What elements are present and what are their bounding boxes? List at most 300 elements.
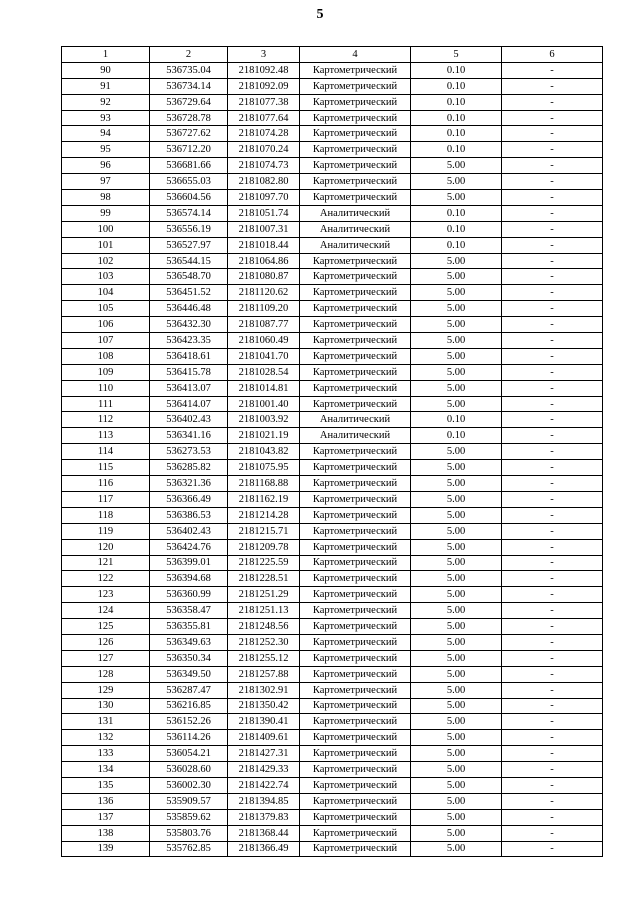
table-row [62,94,603,110]
x-coordinate-cell: 536414.07 [150,396,228,412]
point-number-cell: 137 [62,809,150,825]
method-cell: Аналитический [300,205,411,221]
x-coordinate-cell: 536424.76 [150,539,228,555]
method-cell: Картометрический [300,364,411,380]
accuracy-cell: 5.00 [411,666,502,682]
method-cell: Картометрический [300,380,411,396]
method-cell: Картометрический [300,746,411,762]
method-cell: Картометрический [300,666,411,682]
method-cell: Картометрический [300,460,411,476]
method-cell: Картометрический [300,78,411,94]
description-cell: - [502,301,603,317]
description-cell: - [502,158,603,174]
description-cell: - [502,603,603,619]
point-number-cell: 124 [62,603,150,619]
description-cell: - [502,444,603,460]
y-coordinate-cell: 2181001.40 [228,396,300,412]
point-number-cell: 119 [62,523,150,539]
accuracy-cell: 5.00 [411,158,502,174]
description-cell: - [502,317,603,333]
point-number-cell: 108 [62,348,150,364]
accuracy-cell: 5.00 [411,698,502,714]
method-cell: Картометрический [300,62,411,78]
table-row [62,555,603,571]
table-row [62,364,603,380]
table-row [62,317,603,333]
x-coordinate-cell: 536423.35 [150,333,228,349]
description-cell: - [502,333,603,349]
accuracy-cell: 5.00 [411,539,502,555]
accuracy-cell: 5.00 [411,841,502,857]
x-coordinate-cell: 536527.97 [150,237,228,253]
y-coordinate-cell: 2181168.88 [228,476,300,492]
table-row [62,78,603,94]
point-number-cell: 134 [62,762,150,778]
y-coordinate-cell: 2181302.91 [228,682,300,698]
method-cell: Аналитический [300,428,411,444]
x-coordinate-cell: 536399.01 [150,555,228,571]
x-coordinate-cell: 536349.50 [150,666,228,682]
point-number-cell: 93 [62,110,150,126]
column-header: 6 [502,47,603,63]
x-coordinate-cell: 536432.30 [150,317,228,333]
x-coordinate-cell: 536415.78 [150,364,228,380]
point-number-cell: 115 [62,460,150,476]
x-coordinate-cell: 536728.78 [150,110,228,126]
method-cell: Картометрический [300,762,411,778]
x-coordinate-cell: 535909.57 [150,793,228,809]
description-cell: - [502,78,603,94]
accuracy-cell: 5.00 [411,380,502,396]
method-cell: Картометрический [300,317,411,333]
point-number-cell: 91 [62,78,150,94]
point-number-cell: 136 [62,793,150,809]
point-number-cell: 112 [62,412,150,428]
table-row [62,825,603,841]
table-row [62,619,603,635]
method-cell: Картометрический [300,491,411,507]
method-cell: Картометрический [300,333,411,349]
method-cell: Картометрический [300,841,411,857]
x-coordinate-cell: 536394.68 [150,571,228,587]
description-cell: - [502,428,603,444]
description-cell: - [502,571,603,587]
y-coordinate-cell: 2181077.38 [228,94,300,110]
accuracy-cell: 5.00 [411,762,502,778]
accuracy-cell: 5.00 [411,650,502,666]
accuracy-cell: 5.00 [411,269,502,285]
y-coordinate-cell: 2181390.41 [228,714,300,730]
x-coordinate-cell: 536451.52 [150,285,228,301]
description-cell: - [502,110,603,126]
description-cell: - [502,650,603,666]
method-cell: Картометрический [300,269,411,285]
x-coordinate-cell: 536152.26 [150,714,228,730]
y-coordinate-cell: 2181003.92 [228,412,300,428]
description-cell: - [502,62,603,78]
accuracy-cell: 5.00 [411,809,502,825]
y-coordinate-cell: 2181251.29 [228,587,300,603]
accuracy-cell: 5.00 [411,523,502,539]
column-header: 1 [62,47,150,63]
method-cell: Картометрический [300,619,411,635]
accuracy-cell: 5.00 [411,317,502,333]
table-row [62,237,603,253]
method-cell: Картометрический [300,348,411,364]
table-row [62,62,603,78]
point-number-cell: 110 [62,380,150,396]
y-coordinate-cell: 2181379.83 [228,809,300,825]
method-cell: Картометрический [300,730,411,746]
point-number-cell: 90 [62,62,150,78]
description-cell: - [502,730,603,746]
y-coordinate-cell: 2181041.70 [228,348,300,364]
method-cell: Картометрический [300,301,411,317]
y-coordinate-cell: 2181087.77 [228,317,300,333]
table-row [62,491,603,507]
point-number-cell: 114 [62,444,150,460]
x-coordinate-cell: 536028.60 [150,762,228,778]
method-cell: Картометрический [300,476,411,492]
y-coordinate-cell: 2181394.85 [228,793,300,809]
accuracy-cell: 5.00 [411,364,502,380]
y-coordinate-cell: 2181228.51 [228,571,300,587]
table-row [62,348,603,364]
description-cell: - [502,364,603,380]
x-coordinate-cell: 536418.61 [150,348,228,364]
method-cell: Картометрический [300,571,411,587]
accuracy-cell: 5.00 [411,476,502,492]
point-number-cell: 127 [62,650,150,666]
description-cell: - [502,205,603,221]
method-cell: Картометрический [300,126,411,142]
description-cell: - [502,460,603,476]
point-number-cell: 113 [62,428,150,444]
y-coordinate-cell: 2181120.62 [228,285,300,301]
description-cell: - [502,619,603,635]
y-coordinate-cell: 2181074.28 [228,126,300,142]
point-number-cell: 107 [62,333,150,349]
description-cell: - [502,523,603,539]
x-coordinate-cell: 535859.62 [150,809,228,825]
y-coordinate-cell: 2181366.49 [228,841,300,857]
accuracy-cell: 0.10 [411,78,502,94]
table-row [62,746,603,762]
y-coordinate-cell: 2181350.42 [228,698,300,714]
table-row [62,793,603,809]
method-cell: Картометрический [300,793,411,809]
point-number-cell: 123 [62,587,150,603]
y-coordinate-cell: 2181109.20 [228,301,300,317]
description-cell: - [502,190,603,206]
table-row [62,221,603,237]
accuracy-cell: 0.10 [411,412,502,428]
x-coordinate-cell: 536355.81 [150,619,228,635]
method-cell: Картометрический [300,174,411,190]
coordinates-table [61,46,603,857]
accuracy-cell: 5.00 [411,301,502,317]
method-cell: Картометрический [300,539,411,555]
point-number-cell: 100 [62,221,150,237]
description-cell: - [502,142,603,158]
accuracy-cell: 5.00 [411,555,502,571]
x-coordinate-cell: 536349.63 [150,634,228,650]
table-row [62,634,603,650]
accuracy-cell: 0.10 [411,126,502,142]
point-number-cell: 139 [62,841,150,857]
point-number-cell: 117 [62,491,150,507]
y-coordinate-cell: 2181077.64 [228,110,300,126]
x-coordinate-cell: 536386.53 [150,507,228,523]
x-coordinate-cell: 536287.47 [150,682,228,698]
x-coordinate-cell: 536366.49 [150,491,228,507]
y-coordinate-cell: 2181251.13 [228,603,300,619]
y-coordinate-cell: 2181252.30 [228,634,300,650]
description-cell: - [502,94,603,110]
accuracy-cell: 0.10 [411,94,502,110]
point-number-cell: 94 [62,126,150,142]
x-coordinate-cell: 536114.26 [150,730,228,746]
point-number-cell: 92 [62,94,150,110]
method-cell: Картометрический [300,650,411,666]
table-row [62,380,603,396]
table-row [62,205,603,221]
accuracy-cell: 5.00 [411,460,502,476]
point-number-cell: 106 [62,317,150,333]
accuracy-cell: 5.00 [411,491,502,507]
table-row [62,777,603,793]
description-cell: - [502,809,603,825]
accuracy-cell: 5.00 [411,682,502,698]
point-number-cell: 116 [62,476,150,492]
method-cell: Картометрический [300,825,411,841]
x-coordinate-cell: 536341.16 [150,428,228,444]
x-coordinate-cell: 536556.19 [150,221,228,237]
description-cell: - [502,825,603,841]
y-coordinate-cell: 2181028.54 [228,364,300,380]
description-cell: - [502,285,603,301]
column-header: 2 [150,47,228,63]
description-cell: - [502,174,603,190]
point-number-cell: 103 [62,269,150,285]
y-coordinate-cell: 2181422.74 [228,777,300,793]
point-number-cell: 138 [62,825,150,841]
point-number-cell: 102 [62,253,150,269]
table-row [62,428,603,444]
point-number-cell: 111 [62,396,150,412]
y-coordinate-cell: 2181248.56 [228,619,300,635]
table-row [62,714,603,730]
table-row [62,682,603,698]
method-cell: Картометрический [300,158,411,174]
point-number-cell: 118 [62,507,150,523]
y-coordinate-cell: 2181060.49 [228,333,300,349]
table-row [62,666,603,682]
description-cell: - [502,253,603,269]
point-number-cell: 125 [62,619,150,635]
table-row [62,285,603,301]
accuracy-cell: 5.00 [411,174,502,190]
accuracy-cell: 5.00 [411,777,502,793]
description-cell: - [502,714,603,730]
x-coordinate-cell: 536273.53 [150,444,228,460]
table-row [62,762,603,778]
description-cell: - [502,762,603,778]
table-row [62,269,603,285]
y-coordinate-cell: 2181214.28 [228,507,300,523]
description-cell: - [502,793,603,809]
point-number-cell: 105 [62,301,150,317]
x-coordinate-cell: 536402.43 [150,412,228,428]
y-coordinate-cell: 2181225.59 [228,555,300,571]
table-row [62,841,603,857]
x-coordinate-cell: 536002.30 [150,777,228,793]
method-cell: Картометрический [300,603,411,619]
description-cell: - [502,412,603,428]
x-coordinate-cell: 536054.21 [150,746,228,762]
accuracy-cell: 5.00 [411,396,502,412]
method-cell: Аналитический [300,412,411,428]
method-cell: Картометрический [300,444,411,460]
accuracy-cell: 5.00 [411,285,502,301]
y-coordinate-cell: 2181368.44 [228,825,300,841]
x-coordinate-cell: 535762.85 [150,841,228,857]
y-coordinate-cell: 2181409.61 [228,730,300,746]
accuracy-cell: 0.10 [411,237,502,253]
y-coordinate-cell: 2181082.80 [228,174,300,190]
point-number-cell: 96 [62,158,150,174]
accuracy-cell: 5.00 [411,190,502,206]
method-cell: Картометрический [300,809,411,825]
accuracy-cell: 5.00 [411,444,502,460]
point-number-cell: 129 [62,682,150,698]
table-row [62,698,603,714]
x-coordinate-cell: 536574.14 [150,205,228,221]
table-row [62,809,603,825]
accuracy-cell: 5.00 [411,587,502,603]
description-cell: - [502,380,603,396]
accuracy-cell: 5.00 [411,333,502,349]
description-cell: - [502,539,603,555]
x-coordinate-cell: 536216.85 [150,698,228,714]
method-cell: Картометрический [300,142,411,158]
table-row [62,301,603,317]
method-cell: Картометрический [300,253,411,269]
x-coordinate-cell: 536446.48 [150,301,228,317]
table-row [62,412,603,428]
column-header: 5 [411,47,502,63]
accuracy-cell: 0.10 [411,110,502,126]
method-cell: Картометрический [300,190,411,206]
y-coordinate-cell: 2181162.19 [228,491,300,507]
x-coordinate-cell: 536285.82 [150,460,228,476]
table-header [62,47,603,63]
method-cell: Картометрический [300,507,411,523]
y-coordinate-cell: 2181043.82 [228,444,300,460]
accuracy-cell: 5.00 [411,730,502,746]
table-row [62,396,603,412]
description-cell: - [502,682,603,698]
description-cell: - [502,634,603,650]
table-row [62,603,603,619]
description-cell: - [502,841,603,857]
column-header: 4 [300,47,411,63]
accuracy-cell: 0.10 [411,221,502,237]
point-number-cell: 126 [62,634,150,650]
method-cell: Картометрический [300,555,411,571]
method-cell: Картометрический [300,523,411,539]
y-coordinate-cell: 2181080.87 [228,269,300,285]
y-coordinate-cell: 2181429.33 [228,762,300,778]
x-coordinate-cell: 536729.64 [150,94,228,110]
method-cell: Картометрический [300,94,411,110]
y-coordinate-cell: 2181092.48 [228,62,300,78]
x-coordinate-cell: 536681.66 [150,158,228,174]
table-row [62,460,603,476]
method-cell: Картометрический [300,396,411,412]
table-row [62,507,603,523]
x-coordinate-cell: 536548.70 [150,269,228,285]
accuracy-cell: 5.00 [411,348,502,364]
method-cell: Картометрический [300,714,411,730]
x-coordinate-cell: 536735.04 [150,62,228,78]
table-row [62,253,603,269]
accuracy-cell: 5.00 [411,793,502,809]
y-coordinate-cell: 2181021.19 [228,428,300,444]
y-coordinate-cell: 2181209.78 [228,539,300,555]
description-cell: - [502,666,603,682]
table-row [62,539,603,555]
table-row [62,476,603,492]
y-coordinate-cell: 2181074.73 [228,158,300,174]
x-coordinate-cell: 536413.07 [150,380,228,396]
description-cell: - [502,555,603,571]
table-row [62,110,603,126]
x-coordinate-cell: 536544.15 [150,253,228,269]
point-number-cell: 122 [62,571,150,587]
point-number-cell: 131 [62,714,150,730]
table-row [62,174,603,190]
x-coordinate-cell: 536360.99 [150,587,228,603]
accuracy-cell: 5.00 [411,746,502,762]
description-cell: - [502,221,603,237]
y-coordinate-cell: 2181075.95 [228,460,300,476]
y-coordinate-cell: 2181070.24 [228,142,300,158]
y-coordinate-cell: 2181014.81 [228,380,300,396]
y-coordinate-cell: 2181092.09 [228,78,300,94]
description-cell: - [502,746,603,762]
table-row [62,730,603,746]
description-cell: - [502,476,603,492]
accuracy-cell: 5.00 [411,253,502,269]
y-coordinate-cell: 2181257.88 [228,666,300,682]
point-number-cell: 128 [62,666,150,682]
description-cell: - [502,507,603,523]
point-number-cell: 133 [62,746,150,762]
table-body [62,62,603,857]
y-coordinate-cell: 2181051.74 [228,205,300,221]
table-row [62,571,603,587]
method-cell: Картометрический [300,682,411,698]
method-cell: Аналитический [300,221,411,237]
point-number-cell: 104 [62,285,150,301]
x-coordinate-cell: 536402.43 [150,523,228,539]
y-coordinate-cell: 2181064.86 [228,253,300,269]
description-cell: - [502,698,603,714]
table-row [62,444,603,460]
point-number-cell: 120 [62,539,150,555]
header-row [62,47,603,63]
